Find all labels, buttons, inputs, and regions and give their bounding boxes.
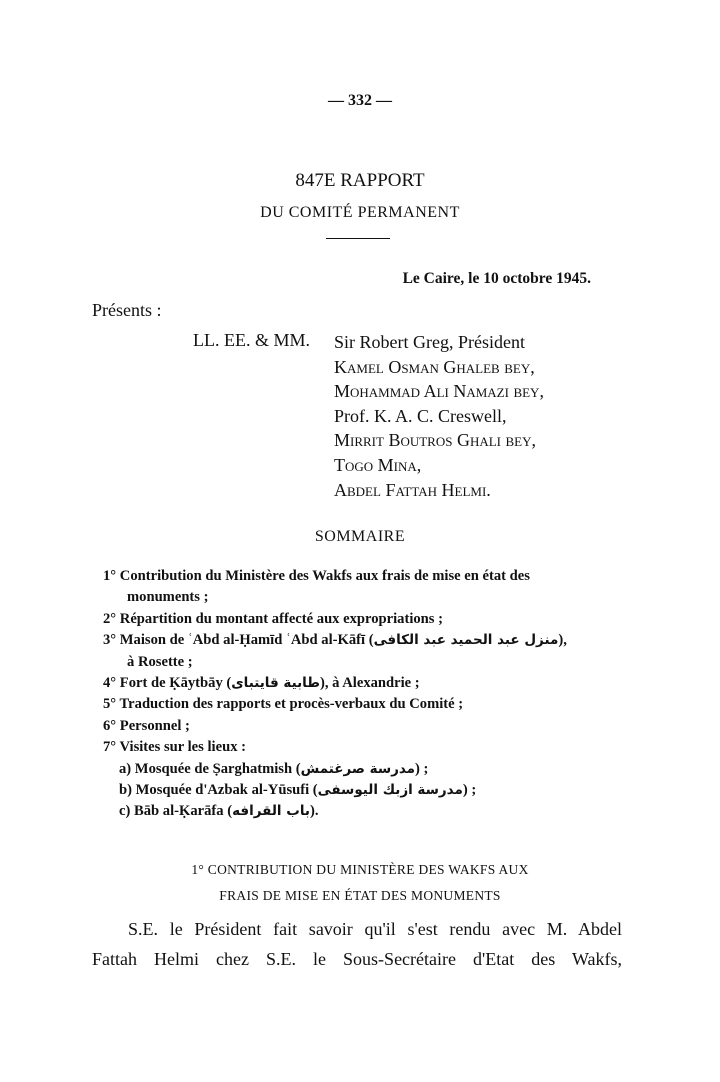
summary-item-text: 4° Fort de Ḳāytbāy ( — [103, 675, 232, 692]
summary-item — [103, 587, 567, 608]
summary-title: SOMMAIRE — [314, 528, 406, 545]
summary-item-text: 5° Traduction des rapports et procès-verbaux du Comité ; — [103, 696, 464, 713]
summary-item-suffix: ). — [309, 803, 319, 820]
title-divider — [326, 238, 390, 239]
section-heading-line: 1° CONTRIBUTION DU MINISTÈRE DES WAKFS AUX — [191, 862, 529, 877]
summary-item-text: b) Mosquée d'Azbak al-Yūsufi ( — [119, 782, 318, 799]
paragraph-line: Fattah Helmi chez S.E. le Sous-Secrétaire d'Etat des Wakfs, — [92, 949, 622, 969]
summary-item-suffix: ), à Alexandrie ; — [319, 675, 420, 692]
member-item: Mohammad Ali Namazi bey, — [334, 381, 544, 402]
summary-list — [103, 566, 567, 823]
summary-item — [103, 737, 567, 758]
summary-item-suffix: ), — [558, 632, 567, 649]
summary-item-text: 2° Répartition du montant affecté aux expropriations ; — [103, 610, 443, 627]
summary-item-text: 1° Contribution du Ministère des Wakfs aux frais de mise en état des — [103, 568, 530, 584]
report-title: 847E RAPPORT — [295, 170, 425, 191]
summary-item — [103, 609, 567, 630]
summary-item-text: 7° Visites sur les lieux : — [103, 739, 246, 756]
summary-item-suffix: ) ; — [415, 760, 429, 777]
summary-item-text: a) Mosquée de Ṣarghatmish ( — [119, 760, 301, 777]
arabic-name: مدرسة صرغتمش — [300, 760, 416, 777]
summary-subitem — [103, 801, 567, 822]
member-item: Togo Mina, — [334, 454, 422, 475]
member-list — [334, 330, 544, 502]
summary-item — [103, 673, 567, 694]
member-item: Sir Robert Greg, Président — [334, 332, 525, 352]
summary-item-text: c) Bāb al-Ḳarāfa ( — [119, 803, 233, 820]
summary-item — [103, 652, 567, 673]
summary-item-suffix: ) ; — [462, 782, 477, 799]
section-heading — [0, 857, 720, 909]
arabic-name: باب القرافه — [232, 803, 310, 820]
section-paragraph — [92, 914, 622, 974]
member-item: Mirrit Boutros Ghali bey, — [334, 430, 537, 451]
page-number: — 332 — — [328, 92, 392, 109]
report-date: Le Caire, le 10 octobre 1945. — [402, 270, 591, 287]
paragraph-line: S.E. le Président fait savoir qu'il s'est rendu avec M. Abdel — [128, 919, 622, 939]
summary-subitem — [103, 780, 567, 801]
summary-item-text: 3° Maison de ʿAbd al-Ḥamīd ʿAbd al-Kāfī ( — [103, 632, 374, 649]
arabic-name: مدرسة ازبك اليوسفى — [317, 782, 463, 799]
member-item: Abdel Fattah Helmi. — [334, 479, 491, 500]
arabic-name: منزل عبد الحميد عبد الكافى — [373, 632, 559, 649]
summary-item-text: à Rosette ; — [127, 653, 193, 670]
section-heading-line: FRAIS DE MISE EN ÉTAT DES MONUMENTS — [219, 888, 501, 903]
arabic-name: طابية قايتباى — [231, 675, 320, 692]
summary-item — [103, 566, 567, 587]
summary-item — [103, 694, 567, 715]
member-item: Kamel Osman Ghaleb bey, — [334, 356, 535, 377]
summary-item — [103, 716, 567, 737]
summary-item-text: monuments ; — [127, 589, 209, 606]
attendance-label: Présents : — [92, 300, 162, 320]
member-item: Prof. K. A. C. Creswell, — [334, 405, 507, 426]
report-subtitle: DU COMITÉ PERMANENT — [260, 204, 460, 221]
summary-item — [103, 630, 567, 651]
summary-item-text: 6° Personnel ; — [103, 717, 190, 734]
summary-subitem — [103, 759, 567, 780]
members-label: LL. EE. & MM. — [193, 330, 310, 350]
